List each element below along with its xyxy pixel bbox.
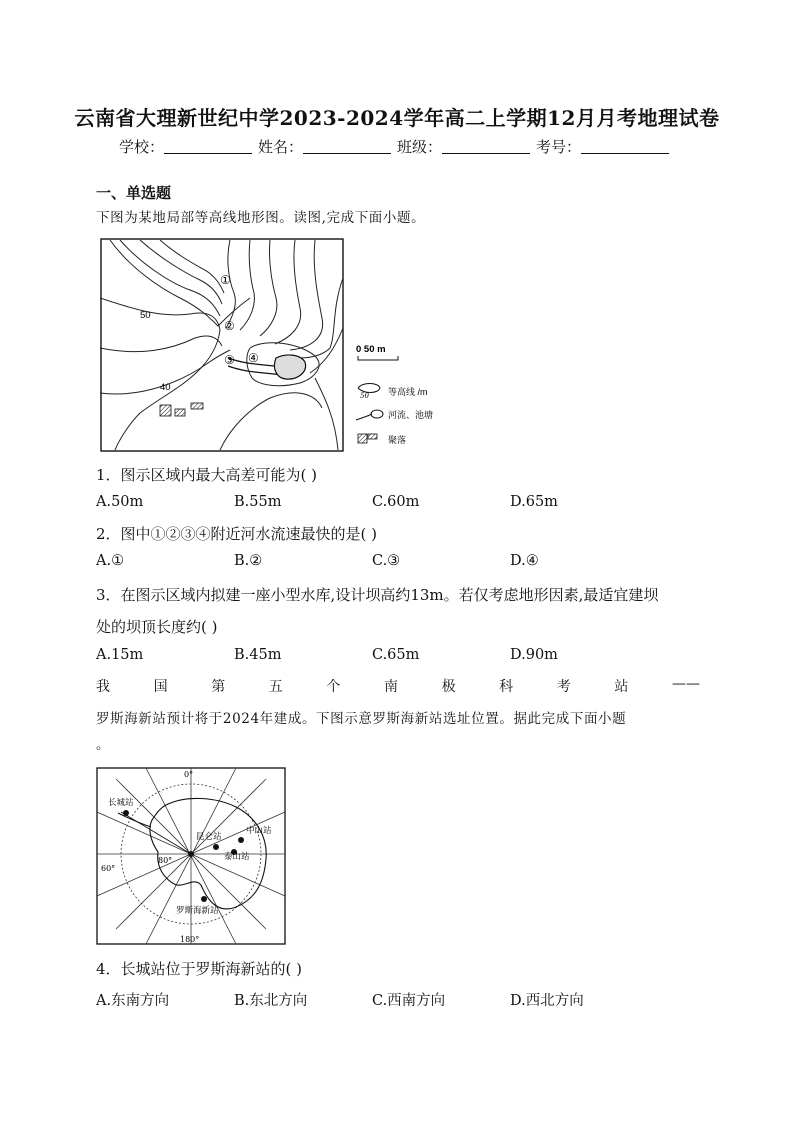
- section-heading: 一、单选题: [96, 184, 172, 202]
- antarctica-polar-map: [96, 767, 286, 945]
- question-3-stem-cont: 处的坝顶长度约( ): [96, 618, 218, 636]
- station-label-rossseanew: 罗斯海新站: [176, 906, 219, 916]
- zhongshan-station-dot: [238, 837, 244, 843]
- svg-text:50: 50: [360, 392, 369, 400]
- kunlun-station-dot: [213, 844, 219, 850]
- svg-text:聚落: 聚落: [388, 435, 407, 445]
- page-title: 云南省大理新世纪中学2023-2024学年高二上学期12月月考地理试卷: [74, 106, 720, 130]
- settlement-symbols: [160, 403, 203, 416]
- map1-mark-4: ④: [248, 351, 259, 365]
- changcheng-station-dot: [123, 810, 129, 816]
- q3-option-a[interactable]: A.15m: [96, 647, 144, 663]
- map1-mark-1: ①: [220, 273, 231, 287]
- q3-option-d[interactable]: D.90m: [510, 647, 558, 663]
- intro-text-2-line2: 罗斯海新站预计将于2024年建成。下图示意罗斯海新站选址位置。据此完成下面小题: [96, 711, 627, 727]
- q2-option-c[interactable]: C.③: [372, 553, 401, 569]
- name-blank: [303, 139, 391, 154]
- intro-text-1: 下图为某地局部等高线地形图。读图,完成下面小题。: [96, 210, 426, 226]
- q1-option-b[interactable]: B.55m: [234, 494, 282, 510]
- q4-option-b[interactable]: B.东北方向: [234, 993, 308, 1009]
- question-3-stem: 3．在图示区域内拟建一座小型水库,设计坝高约13m。若仅考虑地形因素,最适宜建坝: [96, 586, 659, 604]
- contour-label-50: 50: [140, 310, 151, 321]
- station-label-zhongshan: 中山站: [246, 826, 272, 836]
- class-label: 班级：: [397, 138, 443, 156]
- map1-mark-3: ③: [224, 353, 235, 367]
- question-4-stem: 4．长城站位于罗斯海新站的( ): [96, 960, 303, 978]
- rossseanew-station-dot: [201, 896, 207, 902]
- map1-legend: [356, 384, 433, 446]
- q2-option-a[interactable]: A.①: [96, 553, 125, 569]
- q1-option-d[interactable]: D.65m: [510, 494, 558, 510]
- q1-option-c[interactable]: C.60m: [372, 494, 420, 510]
- deg-0: 0°: [184, 770, 194, 779]
- class-blank: [442, 139, 530, 154]
- q4-option-a[interactable]: A.东南方向: [96, 993, 170, 1009]
- id-blank: [581, 139, 669, 154]
- student-info-line: [0, 136, 794, 157]
- station-label-changcheng: 长城站: [108, 798, 134, 808]
- intro-text-2-line1: 我 国 第 五 个 南 极 科 考 站 ——: [96, 676, 700, 695]
- intro-text-2-line3: 。: [96, 737, 111, 753]
- svg-text:河流、池塘: 河流、池塘: [388, 410, 434, 420]
- deg-180: 180°: [180, 935, 200, 944]
- svg-text:等高线 /m: 等高线 /m: [388, 387, 428, 397]
- svg-text:0 50 m: 0 50 m: [356, 344, 386, 355]
- q3-option-b[interactable]: B.45m: [234, 647, 282, 663]
- contour-label-40: 40: [160, 382, 171, 393]
- school-label: 学校：: [118, 138, 164, 156]
- question-2-stem: 2．图中①②③④附近河水流速最快的是( ): [96, 525, 378, 543]
- map1-scale-bar: [356, 344, 398, 360]
- map1-mark-2: ②: [224, 319, 235, 333]
- name-label: 姓名：: [257, 138, 303, 156]
- school-blank: [164, 139, 252, 154]
- station-label-kunlun: 昆仑站: [196, 832, 222, 842]
- q1-option-a[interactable]: A.50m: [96, 494, 144, 510]
- station-label-taishan: 泰山站: [224, 852, 250, 862]
- question-1-stem: 1．图示区域内最大高差可能为( ): [96, 466, 318, 484]
- deg-80: 80°: [158, 856, 173, 865]
- id-label: 考号：: [536, 138, 582, 156]
- q2-option-d[interactable]: D.④: [510, 553, 539, 569]
- q4-option-c[interactable]: C.西南方向: [372, 993, 446, 1009]
- q3-option-c[interactable]: C.65m: [372, 647, 420, 663]
- q2-option-b[interactable]: B.②: [234, 553, 263, 569]
- q4-option-d[interactable]: D.西北方向: [510, 993, 584, 1009]
- contour-map-figure: [100, 238, 445, 452]
- deg-60: 60°: [101, 864, 116, 873]
